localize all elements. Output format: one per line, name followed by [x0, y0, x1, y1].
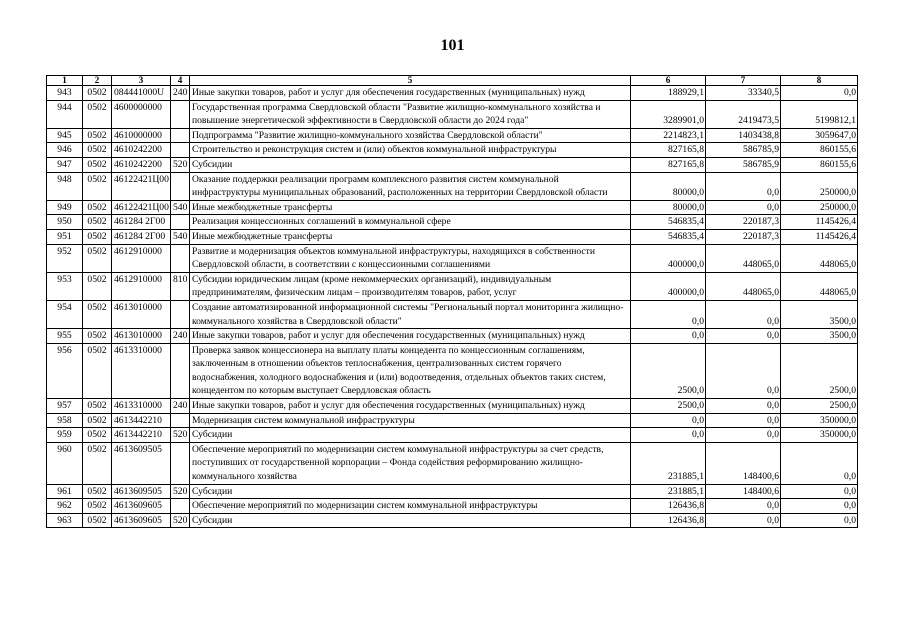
row-number: 956: [47, 343, 83, 398]
table-row: [47, 100, 858, 128]
table-row: [47, 300, 858, 328]
value-year-3: 2500,0: [781, 343, 858, 398]
row-description: Подпрограмма "Развитие жилищно-коммунального хозяйства Свердловской области": [190, 128, 631, 143]
value-year-3: 3059647,0: [781, 128, 858, 143]
value-year-3: 0,0: [781, 499, 858, 514]
section-code: 0502: [83, 172, 112, 200]
column-header: 7: [706, 76, 781, 86]
row-description: Субсидии: [190, 428, 631, 443]
table-row: [47, 513, 858, 528]
value-year-3: 0,0: [781, 513, 858, 528]
table-row: [47, 399, 858, 414]
value-year-1: 231885,1: [631, 442, 706, 484]
table-row: [47, 442, 858, 484]
row-description: Реализация концессионных соглашений в коммунальной сфере: [190, 215, 631, 230]
row-number: 952: [47, 244, 83, 272]
row-number: 958: [47, 413, 83, 428]
expense-type: [171, 413, 190, 428]
value-year-3: 2500,0: [781, 399, 858, 414]
row-description: Обеспечение мероприятий по модернизации систем коммунальной инфраструктуры: [190, 499, 631, 514]
value-year-3: 3500,0: [781, 329, 858, 344]
row-number: 945: [47, 128, 83, 143]
row-description: Субсидии: [190, 157, 631, 172]
value-year-2: 448065,0: [706, 272, 781, 300]
column-header: 8: [781, 76, 858, 86]
section-code: 0502: [83, 272, 112, 300]
section-code: 0502: [83, 343, 112, 398]
row-number: 962: [47, 499, 83, 514]
target-code: 4613609505: [112, 484, 171, 499]
value-year-1: 3289901,0: [631, 100, 706, 128]
section-code: 0502: [83, 244, 112, 272]
budget-table: [46, 75, 858, 528]
section-code: 0502: [83, 499, 112, 514]
value-year-2: 148400,6: [706, 442, 781, 484]
value-year-2: 586785,9: [706, 157, 781, 172]
row-number: 961: [47, 484, 83, 499]
value-year-2: 33340,5: [706, 86, 781, 101]
table-row: [47, 143, 858, 158]
row-number: 951: [47, 229, 83, 244]
target-code: 4613442210: [112, 413, 171, 428]
expense-type: [171, 343, 190, 398]
value-year-3: 860155,6: [781, 157, 858, 172]
table-row: [47, 157, 858, 172]
value-year-1: 827165,8: [631, 143, 706, 158]
table-row: [47, 413, 858, 428]
expense-type: [171, 300, 190, 328]
column-header: 3: [112, 76, 171, 86]
target-code: 4610242200: [112, 157, 171, 172]
value-year-2: 0,0: [706, 200, 781, 215]
target-code: 4613310000: [112, 343, 171, 398]
value-year-3: 1145426,4: [781, 229, 858, 244]
target-code: 4613010000: [112, 329, 171, 344]
expense-type: [171, 128, 190, 143]
row-number: 950: [47, 215, 83, 230]
row-description: Проверка заявок концессионера на выплату платы концедента по концессионным соглашениям, заключенным в отношении объектов теплоснабжения, централизованных систем горячего водоснабжения, холодного водоснабжения и (или) водоотведения, отдельных объектов таких систем, концедентом по которым выступает Свердловская область: [190, 343, 631, 398]
row-number: 955: [47, 329, 83, 344]
value-year-3: 250000,0: [781, 200, 858, 215]
value-year-1: 188929,1: [631, 86, 706, 101]
expense-type: [171, 143, 190, 158]
target-code: 46122421Ц00: [112, 200, 171, 215]
target-code: 4613442210: [112, 428, 171, 443]
value-year-3: 1145426,4: [781, 215, 858, 230]
row-number: 948: [47, 172, 83, 200]
value-year-3: 250000,0: [781, 172, 858, 200]
section-code: 0502: [83, 329, 112, 344]
row-description: Иные межбюджетные трансферты: [190, 229, 631, 244]
table-row: [47, 484, 858, 499]
value-year-1: 2500,0: [631, 399, 706, 414]
row-description: Развитие и модернизация объектов коммунальной инфраструктуры, находящихся в собственности Свердловской области, в соответствии с концессионными соглашениями: [190, 244, 631, 272]
value-year-2: 220187,3: [706, 229, 781, 244]
value-year-2: 0,0: [706, 499, 781, 514]
section-code: 0502: [83, 484, 112, 499]
table-row: [47, 215, 858, 230]
page-number: 101: [440, 37, 465, 54]
value-year-2: 2419473,5: [706, 100, 781, 128]
target-code: 4610000000: [112, 128, 171, 143]
table-row: [47, 329, 858, 344]
value-year-1: 546835,4: [631, 215, 706, 230]
value-year-3: 448065,0: [781, 272, 858, 300]
expense-type: 520: [171, 157, 190, 172]
table-row: [47, 499, 858, 514]
value-year-1: 80000,0: [631, 200, 706, 215]
section-code: 0502: [83, 143, 112, 158]
section-code: 0502: [83, 229, 112, 244]
row-number: 960: [47, 442, 83, 484]
value-year-2: 0,0: [706, 428, 781, 443]
expense-type: 540: [171, 229, 190, 244]
target-code: 46122421Ц00: [112, 172, 171, 200]
value-year-1: 231885,1: [631, 484, 706, 499]
value-year-1: 0,0: [631, 413, 706, 428]
value-year-3: 5199812,1: [781, 100, 858, 128]
row-description: Строительство и реконструкция систем и (или) объектов коммунальной инфраструктуры: [190, 143, 631, 158]
table-row: [47, 128, 858, 143]
target-code: 4613010000: [112, 300, 171, 328]
value-year-3: 350000,0: [781, 413, 858, 428]
value-year-2: 0,0: [706, 413, 781, 428]
table-row: [47, 272, 858, 300]
target-code: 4600000000: [112, 100, 171, 128]
table-row: [47, 229, 858, 244]
target-code: 4613609505: [112, 442, 171, 484]
expense-type: 240: [171, 329, 190, 344]
table-body: [47, 86, 858, 528]
expense-type: [171, 100, 190, 128]
value-year-2: 1403438,8: [706, 128, 781, 143]
expense-type: [171, 244, 190, 272]
value-year-3: 448065,0: [781, 244, 858, 272]
section-code: 0502: [83, 399, 112, 414]
value-year-3: 3500,0: [781, 300, 858, 328]
value-year-1: 0,0: [631, 300, 706, 328]
section-code: 0502: [83, 513, 112, 528]
row-number: 954: [47, 300, 83, 328]
value-year-1: 126436,8: [631, 513, 706, 528]
value-year-2: 0,0: [706, 399, 781, 414]
row-description: Создание автоматизированной информационной системы "Региональный портал мониторинга жилищно-коммунального хозяйства в Свердловской области": [190, 300, 631, 328]
expense-type: 520: [171, 513, 190, 528]
row-description: Обеспечение мероприятий по модернизации систем коммунальной инфраструктуры за счет средств, поступивших от государственной корпорации – Фонда содействия реформированию жилищно-коммунального хозяйства: [190, 442, 631, 484]
value-year-1: 0,0: [631, 329, 706, 344]
header-row: [47, 76, 858, 86]
row-number: 959: [47, 428, 83, 443]
row-description: Государственная программа Свердловской области "Развитие жилищно-коммунального хозяйства и повышение энергетической эффективности в Свердловской области до 2024 года": [190, 100, 631, 128]
row-description: Субсидии: [190, 484, 631, 499]
section-code: 0502: [83, 128, 112, 143]
value-year-2: 448065,0: [706, 244, 781, 272]
column-header: 5: [190, 76, 631, 86]
section-code: 0502: [83, 86, 112, 101]
value-year-1: 827165,8: [631, 157, 706, 172]
expense-type: 520: [171, 428, 190, 443]
target-code: 4612910000: [112, 272, 171, 300]
row-number: 943: [47, 86, 83, 101]
table-row: [47, 172, 858, 200]
target-code: 4612910000: [112, 244, 171, 272]
value-year-3: 350000,0: [781, 428, 858, 443]
target-code: 084441000U: [112, 86, 171, 101]
expense-type: 520: [171, 484, 190, 499]
section-code: 0502: [83, 442, 112, 484]
section-code: 0502: [83, 157, 112, 172]
section-code: 0502: [83, 428, 112, 443]
row-number: 949: [47, 200, 83, 215]
value-year-2: 148400,6: [706, 484, 781, 499]
section-code: 0502: [83, 200, 112, 215]
value-year-2: 0,0: [706, 300, 781, 328]
section-code: 0502: [83, 100, 112, 128]
value-year-1: 400000,0: [631, 272, 706, 300]
table-row: [47, 200, 858, 215]
table-row: [47, 86, 858, 101]
row-number: 946: [47, 143, 83, 158]
target-code: 461284 2Г00: [112, 229, 171, 244]
value-year-1: 0,0: [631, 428, 706, 443]
section-code: 0502: [83, 413, 112, 428]
value-year-1: 80000,0: [631, 172, 706, 200]
expense-type: 810: [171, 272, 190, 300]
expense-type: [171, 499, 190, 514]
column-header: 1: [47, 76, 83, 86]
value-year-2: 0,0: [706, 513, 781, 528]
value-year-1: 400000,0: [631, 244, 706, 272]
value-year-2: 0,0: [706, 329, 781, 344]
column-header: 4: [171, 76, 190, 86]
expense-type: [171, 172, 190, 200]
row-description: Субсидии юридическим лицам (кроме некоммерческих организаций), индивидуальным предпринимателям, физическим лицам – производителям товаров, работ, услуг: [190, 272, 631, 300]
expense-type: 540: [171, 200, 190, 215]
row-description: Иные закупки товаров, работ и услуг для обеспечения государственных (муниципальных) нужд: [190, 329, 631, 344]
row-number: 953: [47, 272, 83, 300]
value-year-2: 220187,3: [706, 215, 781, 230]
row-number: 947: [47, 157, 83, 172]
target-code: 461284 2Г00: [112, 215, 171, 230]
row-description: Модернизация систем коммунальной инфраструктуры: [190, 413, 631, 428]
value-year-3: 0,0: [781, 86, 858, 101]
table-row: [47, 343, 858, 398]
row-number: 963: [47, 513, 83, 528]
column-header: 6: [631, 76, 706, 86]
row-description: Оказание поддержки реализации программ комплексного развития систем коммунальной инфраструктуры муниципальных образований, расположенных на территории Свердловской области: [190, 172, 631, 200]
value-year-1: 2500,0: [631, 343, 706, 398]
value-year-3: 0,0: [781, 484, 858, 499]
value-year-3: 860155,6: [781, 143, 858, 158]
row-description: Иные закупки товаров, работ и услуг для обеспечения государственных (муниципальных) нужд: [190, 86, 631, 101]
row-number: 944: [47, 100, 83, 128]
expense-type: 240: [171, 399, 190, 414]
value-year-3: 0,0: [781, 442, 858, 484]
section-code: 0502: [83, 215, 112, 230]
table-row: [47, 244, 858, 272]
row-description: Иные межбюджетные трансферты: [190, 200, 631, 215]
target-code: 4613609605: [112, 513, 171, 528]
row-description: Иные закупки товаров, работ и услуг для обеспечения государственных (муниципальных) нужд: [190, 399, 631, 414]
table-row: [47, 428, 858, 443]
column-header: 2: [83, 76, 112, 86]
value-year-1: 2214823,1: [631, 128, 706, 143]
value-year-1: 126436,8: [631, 499, 706, 514]
value-year-2: 0,0: [706, 172, 781, 200]
target-code: 4613609605: [112, 499, 171, 514]
expense-type: [171, 215, 190, 230]
value-year-2: 586785,9: [706, 143, 781, 158]
value-year-2: 0,0: [706, 343, 781, 398]
row-description: Субсидии: [190, 513, 631, 528]
value-year-1: 546835,4: [631, 229, 706, 244]
expense-type: 240: [171, 86, 190, 101]
target-code: 4613310000: [112, 399, 171, 414]
row-number: 957: [47, 399, 83, 414]
section-code: 0502: [83, 300, 112, 328]
expense-type: [171, 442, 190, 484]
target-code: 4610242200: [112, 143, 171, 158]
